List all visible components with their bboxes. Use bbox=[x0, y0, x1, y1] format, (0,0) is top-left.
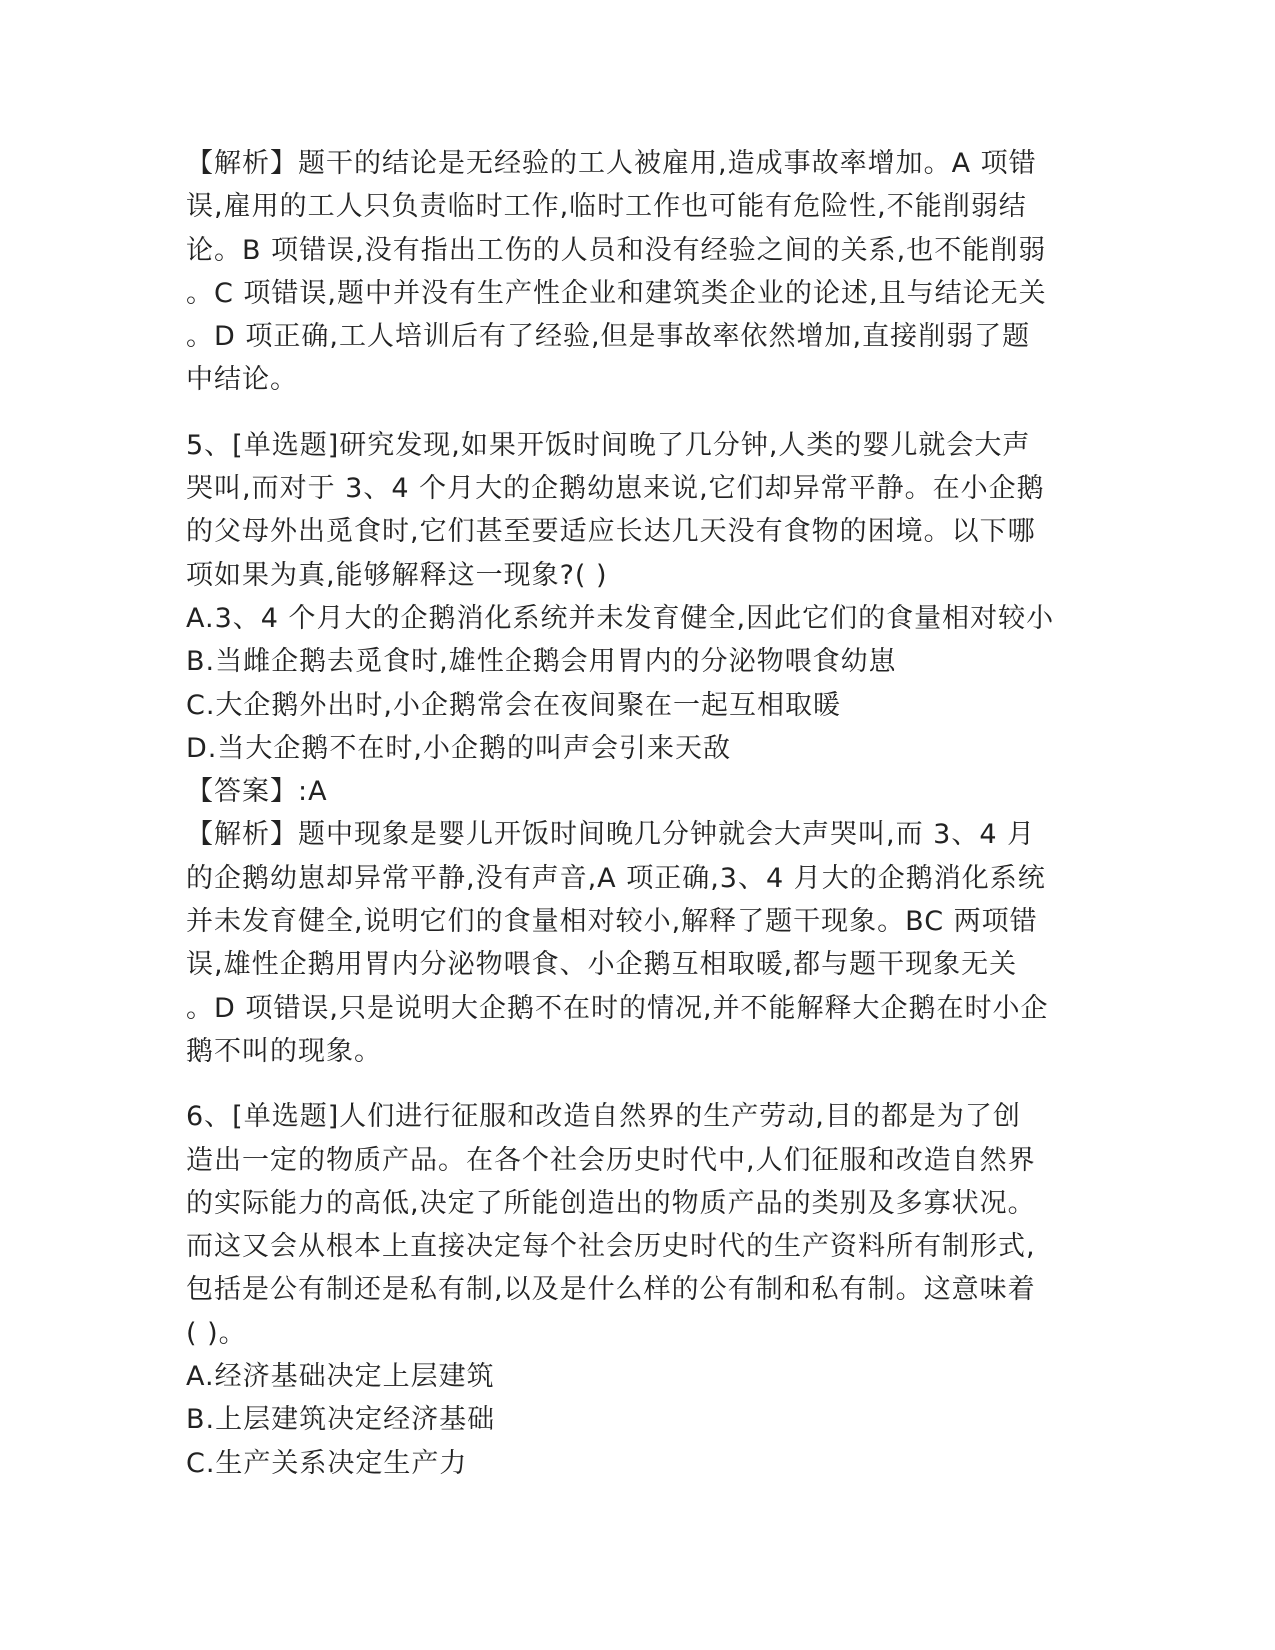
analysis-line: 的企鹅幼崽却异常平静,没有声音,A 项正确,3、4 月大的企鹅消化系统 bbox=[186, 862, 1046, 894]
paragraph-gap bbox=[186, 1073, 1086, 1095]
question-stem-line: 的父母外出觅食时,它们甚至要适应长达几天没有食物的困境。以下哪 bbox=[186, 516, 1036, 548]
question-6 bbox=[186, 1095, 1086, 1485]
option-a: A.经济基础决定上层建筑 bbox=[186, 1361, 495, 1393]
analysis-line: 并未发育健全,说明它们的食量相对较小,解释了题干现象。BC 两项错 bbox=[186, 906, 1038, 938]
paragraph-gap bbox=[186, 402, 1086, 424]
question-5 bbox=[186, 424, 1086, 1073]
option-a: A.3、4 个月大的企鹅消化系统并未发育健全,因此它们的食量相对较小 bbox=[186, 602, 1055, 634]
text-line: 。C 项错误,题中并没有生产性企业和建筑类企业的论述,且与结论无关 bbox=[186, 277, 1047, 309]
question-stem-line: 而这又会从根本上直接决定每个社会历史时代的生产资料所有制形式, bbox=[186, 1231, 1036, 1263]
question-stem-line: 造出一定的物质产品。在各个社会历史时代中,人们征服和改造自然界 bbox=[186, 1144, 1036, 1176]
question-stem-line: ( )。 bbox=[186, 1317, 247, 1349]
option-c: C.大企鹅外出时,小企鹅常会在夜间聚在一起互相取暖 bbox=[186, 689, 842, 721]
analysis-line: 鹅不叫的现象。 bbox=[186, 1035, 382, 1067]
option-b: B.当雌企鹅去觅食时,雄性企鹅会用胃内的分泌物喂食幼崽 bbox=[186, 646, 897, 678]
question-stem-line: 5、[单选题]研究发现,如果开饭时间晚了几分钟,人类的婴儿就会大声 bbox=[186, 429, 1031, 461]
text-line: 误,雇用的工人只负责临时工作,临时工作也可能有危险性,不能削弱结 bbox=[186, 191, 1027, 223]
option-b: B.上层建筑决定经济基础 bbox=[186, 1404, 496, 1436]
analysis-line: 。D 项错误,只是说明大企鹅不在时的情况,并不能解释大企鹅在时小企 bbox=[186, 992, 1049, 1024]
text-line: 中结论。 bbox=[186, 364, 298, 396]
question-4-analysis bbox=[186, 142, 1086, 402]
option-c: C.生产关系决定生产力 bbox=[186, 1447, 468, 1479]
text-line: 论。B 项错误,没有指出工伤的人员和没有经验之间的关系,也不能削弱 bbox=[186, 234, 1047, 266]
document-page bbox=[186, 142, 1086, 1485]
text-line: 【解析】题干的结论是无经验的工人被雇用,造成事故率增加。A 项错 bbox=[186, 148, 1037, 179]
question-stem-line: 6、[单选题]人们进行征服和改造自然界的生产劳动,目的都是为了创 bbox=[186, 1101, 1021, 1133]
analysis-line: 误,雄性企鹅用胃内分泌物喂食、小企鹅互相取暖,都与题干现象无关 bbox=[186, 949, 1018, 981]
question-stem-line: 项如果为真,能够解释这一现象?( ) bbox=[186, 559, 608, 591]
option-d: D.当大企鹅不在时,小企鹅的叫声会引来天敌 bbox=[186, 732, 731, 764]
question-stem-line: 的实际能力的高低,决定了所能创造出的物质产品的类别及多寡状况。 bbox=[186, 1187, 1036, 1219]
question-stem-line: 哭叫,而对于 3、4 个月大的企鹅幼崽来说,它们却异常平静。在小企鹅 bbox=[186, 473, 1045, 505]
text-line: 。D 项正确,工人培训后有了经验,但是事故率依然增加,直接削弱了题 bbox=[186, 321, 1031, 353]
question-stem-line: 包括是公有制还是私有制,以及是什么样的公有制和私有制。这意味着 bbox=[186, 1274, 1036, 1306]
analysis-line: 【解析】题中现象是婴儿开饭时间晚几分钟就会大声哭叫,而 3、4 月 bbox=[186, 819, 1036, 851]
answer-line: 【答案】:A bbox=[186, 776, 328, 808]
